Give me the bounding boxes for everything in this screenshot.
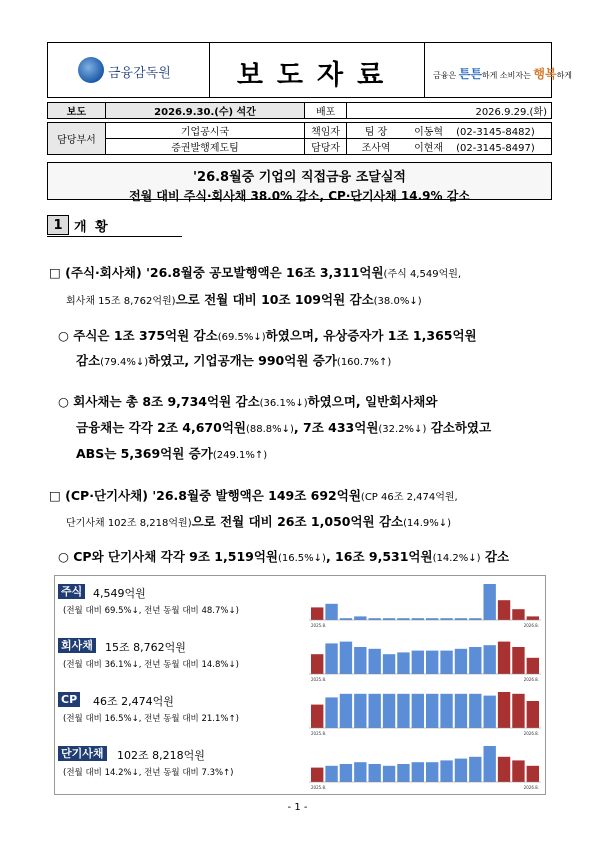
dept2: 증권발행제도팀 (105, 139, 304, 155)
bar (440, 651, 452, 674)
summary-line1: '26.8월중 기업의 직접금융 조달실적 (193, 170, 406, 185)
bar (484, 696, 496, 728)
bar (311, 654, 323, 674)
bar (369, 764, 381, 782)
bar (383, 694, 395, 728)
bar (325, 643, 337, 674)
bar (498, 600, 510, 620)
bar (354, 616, 366, 620)
bar (397, 652, 409, 674)
bar (369, 618, 381, 620)
panel-subtext: (전월 대비 16.5%↓, 전년 동월 대비 21.1%↑) (63, 714, 239, 724)
bar (455, 649, 467, 674)
press-header (47, 42, 573, 98)
dist-label: 배포 (305, 103, 347, 119)
bar (340, 694, 352, 728)
x-tick-start: 2025.8. (311, 785, 327, 790)
bar (484, 746, 496, 782)
slogan-mid: 하게 소비자는 (481, 71, 534, 80)
p1-line2: 회사채 15조 8,762억원)으로 전월 대비 10조 109억원 감소(38.0%↓) (66, 292, 422, 307)
mini-bar-chart (309, 582, 541, 628)
x-tick-end: 2026.8. (523, 623, 539, 628)
bar (397, 764, 409, 782)
bar (354, 647, 366, 674)
x-tick-start: 2025.8. (311, 677, 327, 682)
release-label: 보도 (48, 103, 106, 119)
slogan-word1: 튼튼 (458, 67, 482, 81)
bar (325, 604, 337, 620)
panel-subtext: (전월 대비 69.5%↓, 전년 동월 대비 48.7%↓) (63, 606, 239, 616)
bar (340, 642, 352, 674)
bar (498, 642, 510, 674)
x-tick-end: 2026.8. (523, 677, 539, 682)
bar (426, 618, 438, 620)
charts-box (54, 575, 546, 795)
p2-line1: ○ 주식은 1조 375억원 감소(69.5%↓)하였으며, 유상증자가 1조 1,365억원 (58, 328, 477, 343)
panel-label: 회사채 (58, 638, 96, 653)
panel-value: 4,549억원 (93, 587, 146, 600)
resp-label: 책임자 (305, 123, 347, 139)
title-cell (210, 43, 425, 97)
panel-subtext: (전월 대비 36.1%↓, 전년 동월 대비 14.8%↓) (63, 660, 239, 670)
slogan-word2: 행복 (533, 67, 557, 81)
panel-label: 주식 (58, 584, 85, 599)
dist-value: 2026.9.29.(화) (347, 103, 552, 119)
section-number: 1 (47, 215, 69, 235)
p3-line3: ABS는 5,369억원 증가(249.1%↑) (76, 446, 268, 461)
bar (412, 694, 424, 728)
slogan-cell (425, 43, 573, 97)
p2-line2: 감소(79.4%↓)하였고, 기업공개는 990억원 증가(160.7%↑) (76, 353, 392, 368)
bar (383, 618, 395, 620)
bar (340, 764, 352, 782)
bar (369, 649, 381, 674)
p1-line1: □ (주식·회사채) '26.8월중 공모발행액은 16조 3,311억원(주식 4,549억원, (49, 265, 462, 280)
section-underline (47, 236, 182, 237)
info-table (47, 102, 552, 155)
section-title: 개 황 (74, 220, 110, 235)
x-tick-start: 2025.8. (311, 731, 327, 736)
bar (440, 760, 452, 782)
x-tick-start: 2025.8. (311, 623, 327, 628)
bar (354, 694, 366, 728)
staff-info: 조사역 이현재 (02-3145-8497) (347, 139, 552, 155)
bar (484, 584, 496, 620)
bar (412, 762, 424, 782)
bar (512, 609, 524, 620)
p5-line1: ○ CP와 단기사채 각각 9조 1,519억원(16.5%↓), 16조 9,531억원(14.2%↓) 감소 (58, 549, 510, 564)
bar (512, 694, 524, 728)
bar (426, 694, 438, 728)
mini-bar-chart (309, 744, 541, 790)
bar (455, 759, 467, 782)
bar (469, 618, 481, 620)
mini-bar-chart (309, 636, 541, 682)
bar (311, 768, 323, 782)
bar (455, 694, 467, 728)
bar (498, 692, 510, 728)
bar (426, 651, 438, 674)
bar (325, 766, 337, 782)
dept1: 기업공시국 (105, 123, 304, 139)
press-title: 보도자료 (236, 60, 398, 91)
mini-bar-chart (309, 690, 541, 736)
panel-label: CP (58, 692, 80, 707)
bar (440, 618, 452, 620)
dept-label: 담당부서 (48, 123, 106, 155)
bar (311, 607, 323, 620)
bar (469, 757, 481, 782)
fss-logo-icon (78, 57, 104, 83)
slogan (433, 65, 572, 82)
summary-box (47, 162, 552, 203)
bar (469, 694, 481, 728)
bar (527, 616, 539, 620)
panel-value: 102조 8,218억원 (117, 749, 205, 762)
bar (455, 618, 467, 620)
org-logo-cell (48, 43, 210, 97)
page-number: - 1 - (287, 802, 308, 813)
bar (397, 618, 409, 620)
bar (527, 766, 539, 782)
bar (412, 651, 424, 674)
resp-info: 팀 장 이동혁 (02-3145-8482) (347, 123, 552, 139)
bar (527, 701, 539, 728)
bar (412, 618, 424, 620)
slogan-post: 하게 (556, 71, 573, 80)
bar (397, 694, 409, 728)
panel-value: 15조 8,762억원 (105, 641, 186, 654)
panel-subtext: (전월 대비 14.2%↓, 전년 동월 대비 7.3%↑) (63, 768, 234, 778)
p3-line1: ○ 회사채는 총 8조 9,734억원 감소(36.1%↓)하였으며, 일반회사채와 (58, 394, 438, 409)
bar (512, 647, 524, 674)
p4-line2: 단기사채 102조 8,218억원)으로 전월 대비 26조 1,050억원 감소(14.9%↓) (66, 514, 452, 529)
bar (311, 705, 323, 728)
p4-line1: □ (CP·단기사채) '26.8월중 발행액은 149조 692억원(CP 46조 2,474억원, (49, 488, 458, 503)
bar (527, 658, 539, 674)
bar (325, 697, 337, 728)
bar (340, 618, 352, 620)
summary-line2: 전월 대비 주식·회사채 38.0% 감소, CP·단기사채 14.9% 감소 (129, 189, 470, 203)
bar (440, 694, 452, 728)
bar (469, 647, 481, 674)
bar (498, 757, 510, 782)
panel-label: 단기사채 (58, 746, 107, 761)
release-value: 2026.9.30.(수) 석간 (105, 103, 304, 119)
bar (484, 645, 496, 674)
staff-label: 담당자 (305, 139, 347, 155)
panel-value: 46조 2,474억원 (93, 695, 174, 708)
bar (512, 760, 524, 782)
x-tick-end: 2026.8. (523, 785, 539, 790)
x-tick-end: 2026.8. (523, 731, 539, 736)
p3-line2: 금융채는 각각 2조 4,670억원(88.8%↓), 7조 433억원(32.2%↓) 감소하였고 (76, 420, 492, 435)
bar (383, 654, 395, 674)
org-name: 금융감독원 (108, 66, 171, 81)
slogan-pre: 금융은 (433, 71, 459, 80)
bar (354, 762, 366, 782)
bar (369, 694, 381, 728)
bar (383, 766, 395, 782)
bar (426, 762, 438, 782)
